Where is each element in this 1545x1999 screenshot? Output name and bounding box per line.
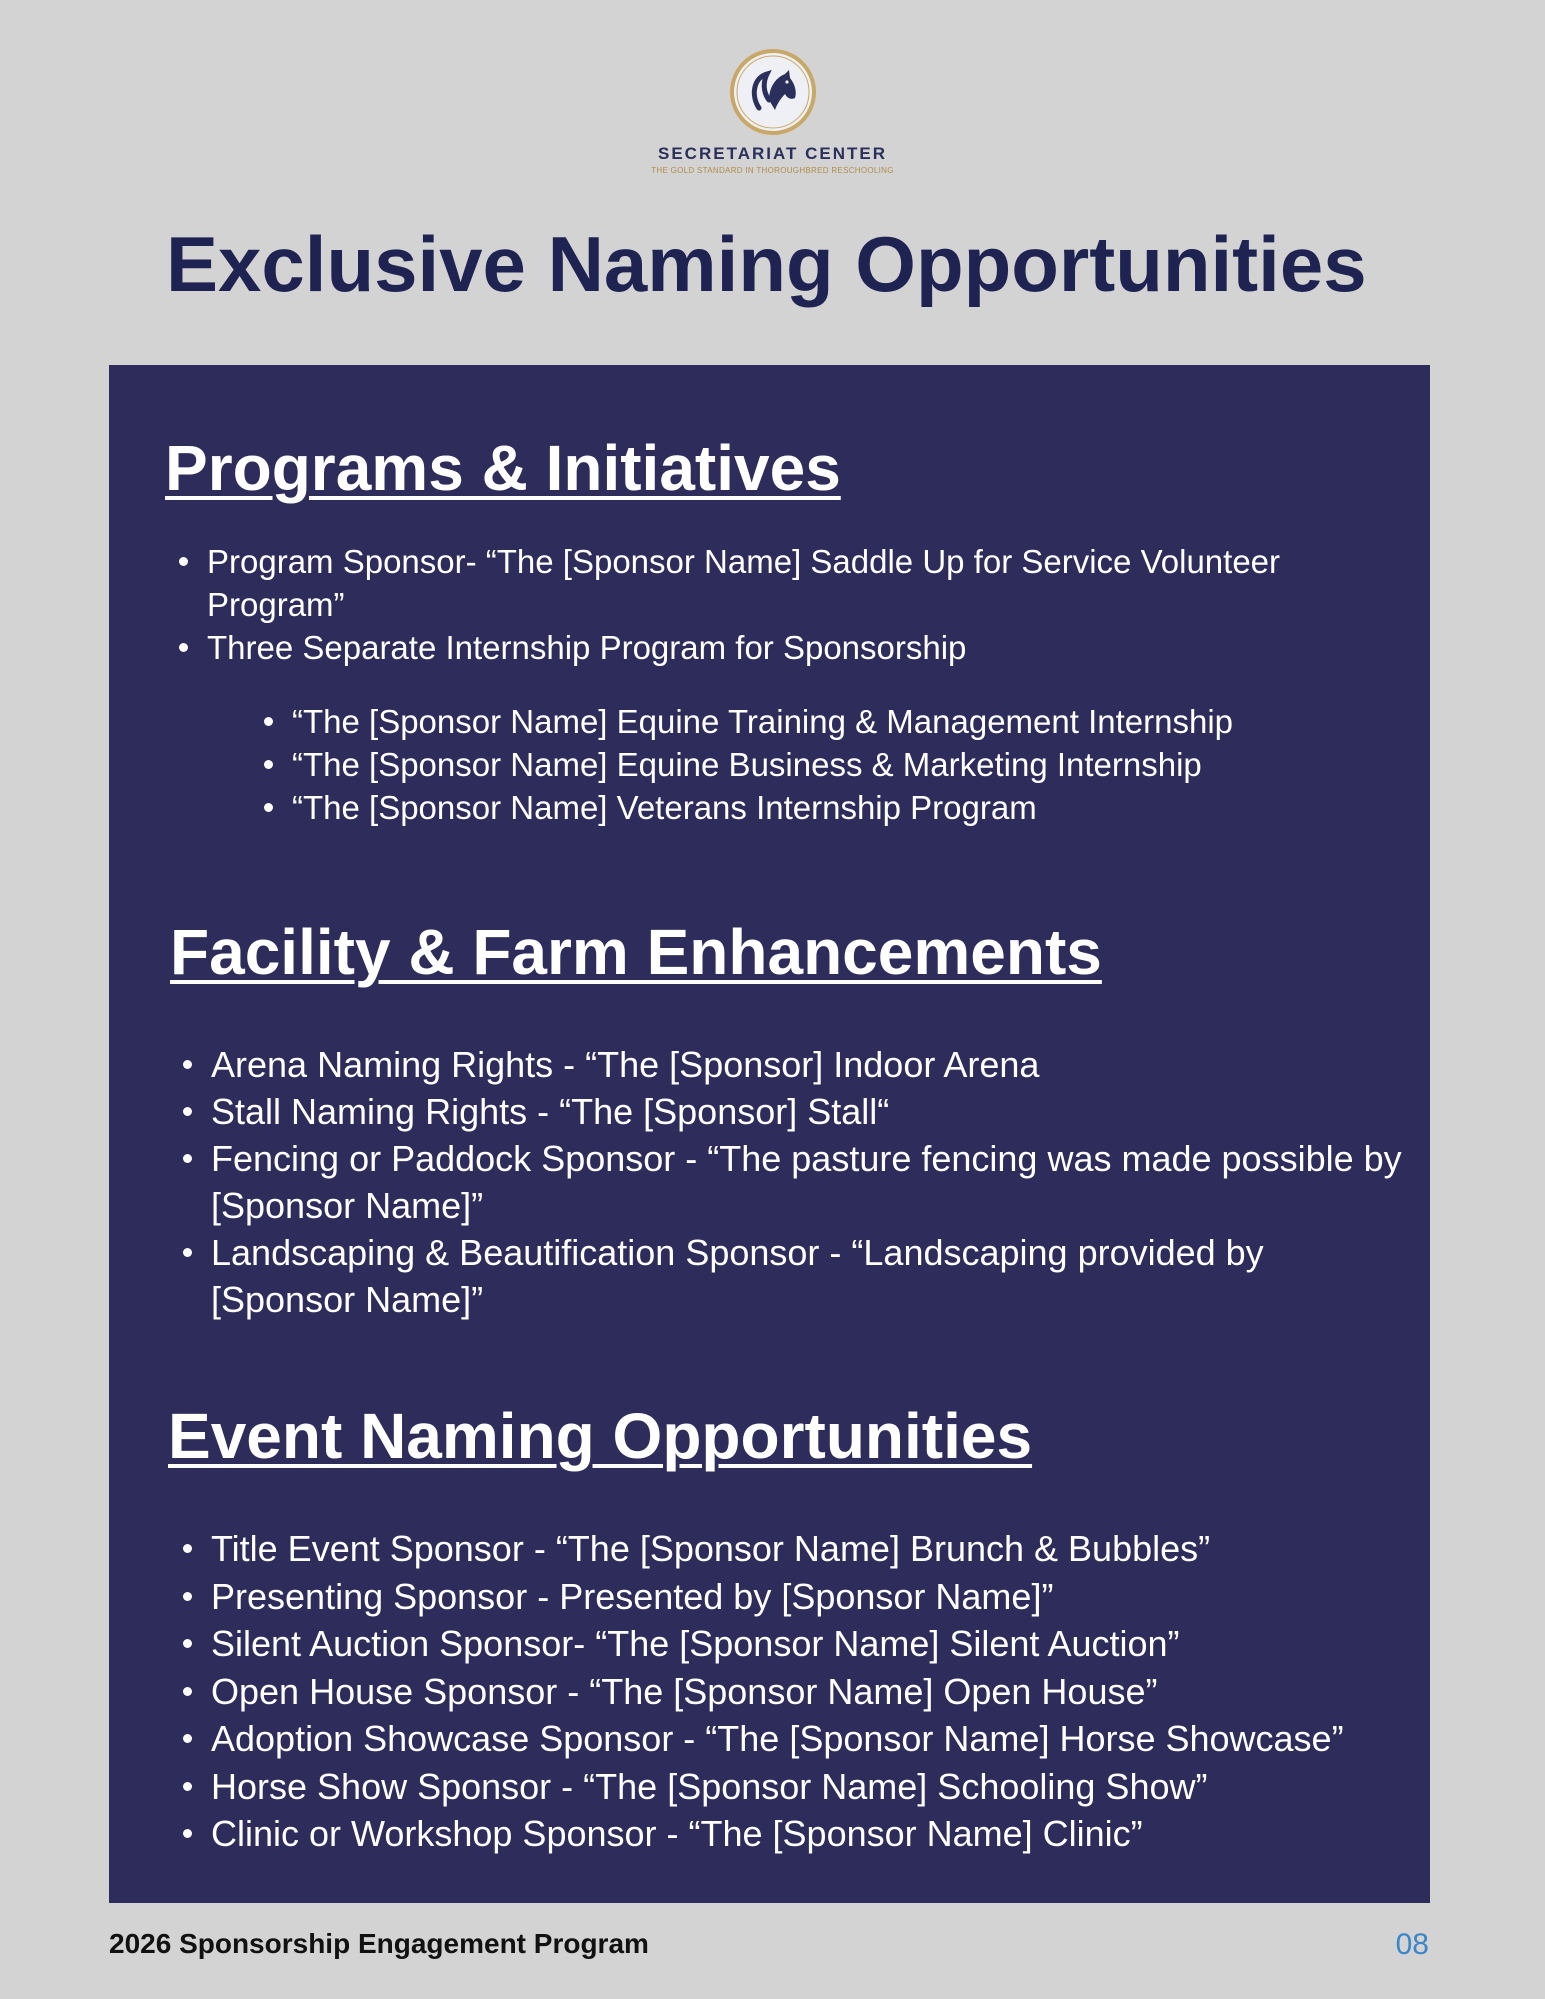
list-item: Adoption Showcase Sponsor - “The [Sponsor Name] Horse Showcase”	[173, 1715, 1413, 1763]
page-title: Exclusive Naming Opportunities	[166, 220, 1367, 308]
list-item: Silent Auction Sponsor- “The [Sponsor Name] Silent Auction”	[173, 1620, 1413, 1668]
facility-list	[173, 1041, 1413, 1323]
page-number: 08	[1395, 1928, 1429, 1961]
section-heading-events: Event Naming Opportunities	[168, 1400, 1033, 1472]
list-item: Stall Naming Rights - “The [Sponsor] Stall“	[173, 1088, 1413, 1135]
list-item: “The [Sponsor Name] Equine Training & Management Internship	[254, 700, 1354, 743]
list-item: Program Sponsor- “The [Sponsor Name] Saddle Up for Service Volunteer Program”	[169, 540, 1369, 626]
content-panel	[109, 365, 1430, 1903]
section-heading-facility: Facility & Farm Enhancements	[170, 916, 1102, 988]
events-list	[173, 1525, 1413, 1858]
internship-sublist	[254, 700, 1354, 829]
logo-name: SECRETARIAT CENTER	[658, 144, 887, 163]
list-item: Horse Show Sponsor - “The [Sponsor Name] Schooling Show”	[173, 1763, 1413, 1811]
list-item: Clinic or Workshop Sponsor - “The [Sponsor Name] Clinic”	[173, 1810, 1413, 1858]
programs-list	[169, 540, 1369, 669]
footer-program-name: 2026 Sponsorship Engagement Program	[109, 1928, 649, 1959]
logo	[0, 48, 1545, 175]
logo-tagline: THE GOLD STANDARD IN THOROUGHBRED RESCHOOLING	[651, 166, 894, 175]
list-item: “The [Sponsor Name] Veterans Internship Program	[254, 786, 1354, 829]
list-item: Title Event Sponsor - “The [Sponsor Name] Brunch & Bubbles”	[173, 1525, 1413, 1573]
section-heading-programs: Programs & Initiatives	[165, 432, 841, 504]
list-item: Presenting Sponsor - Presented by [Sponsor Name]”	[173, 1573, 1413, 1621]
list-item: Open House Sponsor - “The [Sponsor Name] Open House”	[173, 1668, 1413, 1716]
list-item: Landscaping & Beautification Sponsor - “Landscaping provided by [Sponsor Name]”	[173, 1229, 1413, 1323]
list-item: Arena Naming Rights - “The [Sponsor] Indoor Arena	[173, 1041, 1413, 1088]
list-item: Fencing or Paddock Sponsor - “The pasture fencing was made possible by [Sponsor Name]”	[173, 1135, 1413, 1229]
list-item: “The [Sponsor Name] Equine Business & Marketing Internship	[254, 743, 1354, 786]
horse-head-emblem-icon	[729, 48, 817, 136]
list-item: Three Separate Internship Program for Sponsorship	[169, 626, 1369, 669]
